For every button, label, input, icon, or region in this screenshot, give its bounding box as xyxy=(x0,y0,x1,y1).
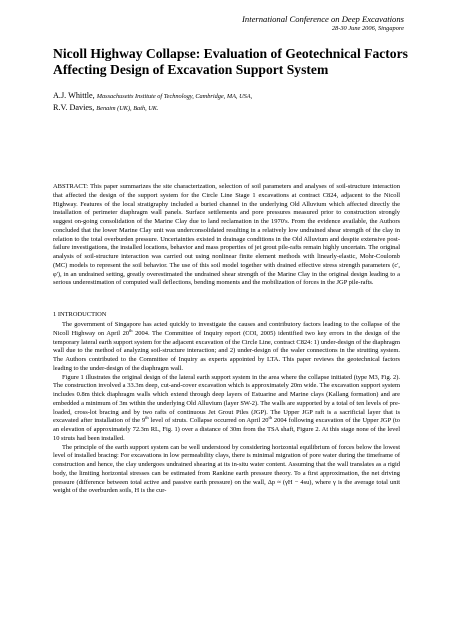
ordinal-suffix: th xyxy=(145,415,149,421)
paragraph: The principle of the earth support system can be well understood by considering horizontal equilibrium of forces below the lowest level of installed bracing: For excavations in low permeability clays, there is minimal migration of pore water during the timeframe of construction and hence, the clay undergoes undrained shearing at its in-situ water content. Assuming that the wall translates as a rigid body, the limiting horizontal stresses can be estimated from Rankine earth pressure theory. To a first approximation, the net driving pressure (difference between total active and passive earth pressure) on the wall, Δp ≈ (γH − 4su), where γ is the average total unit weight of the overburden soils, H is the cur- xyxy=(53,443,400,495)
author-line xyxy=(53,90,252,102)
ordinal-suffix: th xyxy=(129,327,133,333)
author-affiliation: Massachusetts Institute of Technology, Cambridge, MA, USA, xyxy=(96,93,253,100)
author-affiliation: Benaim (UK), Bath, UK. xyxy=(96,105,159,112)
section-heading: 1 INTRODUCTION xyxy=(53,311,107,318)
ordinal-suffix: th xyxy=(268,415,272,421)
abstract: ABSTRACT: This paper summarizes the site characterization, selection of soil parameters and analyses of soil-structure interaction that affected the design of the support system for the Circle Line Stage 1 excavations at contract C824, adjacent to the Nicoll Highway. Features of the local stratigraphy included a buried channel in the underlying Old Alluvium which affected directly the installation of perimeter diaphragm wall panels. Surface settlements and pore pressures measured prior to construction strongly suggest on-going consolidation of the Marine Clay due to land reclamation in the 1970's. From the evidence available, the Authors concluded that the lower Marine Clay unit was underconsolidated resulting in a relatively low undrained shear strength of the clay in relation to the total overburden pressure. Uncertainties existed in drainage conditions in the Old Alluvium and despite extensive post-failure investigations, the installed locations, behavior and mass properties of jet grout pile-rafts remain highly uncertain. The original analysis of soil-structure interaction was carried out using nonlinear finite element methods with linearly-elastic, Mohr-Coulomb (MC) models to represent the soil behavior. The use of this soil model together with drained effective stress strength parameters (c', φ'), in an undrained setting, greatly overestimated the undrained shear strength of the Marine Clay in the original design leading to a serious underestimation of computed wall deflections, bending moments and the mobilization of forces in the JGP pile-rafts. xyxy=(53,183,400,287)
author-line xyxy=(53,102,252,114)
paragraph: Figure 1 illustrates the original design of the lateral earth support system in the area where the collapse initiated (type M3, Fig. 2). The construction involved a 33.3m deep, cut-and-cover excavation which is approximately 20m wide. The excavation support system includes 0.8m thick diaphragm walls which extend through deep layers of Estuarine and Marine clays (Kallang formation) and are embedded a minimum of 3m within the underlying Old Alluvium (layer SW-2). The walls are supported by a total of ten levels of pre-loaded, cross-lot bracing and by two rafts of continuous Jet Grout Piles (JGP). The Upper JGP raft is a sacrificial layer that is excavated after installation of the 9th level of struts. Collapse occurred on April 20th 2004 following excavation of the Upper JGP (to an elevation of approximately 72.3m RL, Fig. 1) over a distance of 30m from the TSA shaft, Figure 2. At this stage none of the level 10 struts had been installed. xyxy=(53,373,400,442)
introduction-body xyxy=(53,321,400,496)
author-name: A.J. Whittle, xyxy=(53,91,95,100)
author-name: R.V. Davies, xyxy=(53,103,95,112)
paragraph: The government of Singapore has acted quickly to investigate the causes and contributory factors leading to the collapse of the Nicoll Highway on April 20th 2004. The Committee of Inquiry report (COI, 2005) identified two key errors in the design of the temporary lateral earth support system for the adjacent excavation of the Circle Line, contract C824: 1) under-design of the diaphragm wall due to the method of analyzing soil-structure interaction; and 2) under-design of the waler connections in the strutting system. The Authors contributed to the Committee of Inquiry as experts appointed by LTA. This paper reviews the geotechnical factors leading to the under-design of the diaphragm wall. xyxy=(53,321,400,372)
conference-dates: 28-30 June 2006, Singapore xyxy=(331,25,404,32)
paper-title: Nicoll Highway Collapse: Evaluation of Geotechnical Factors Affecting Design of Excavation Support System xyxy=(53,46,408,77)
author-block xyxy=(53,90,252,114)
conference-name: International Conference on Deep Excavations xyxy=(242,14,404,24)
conference-header xyxy=(242,14,404,33)
